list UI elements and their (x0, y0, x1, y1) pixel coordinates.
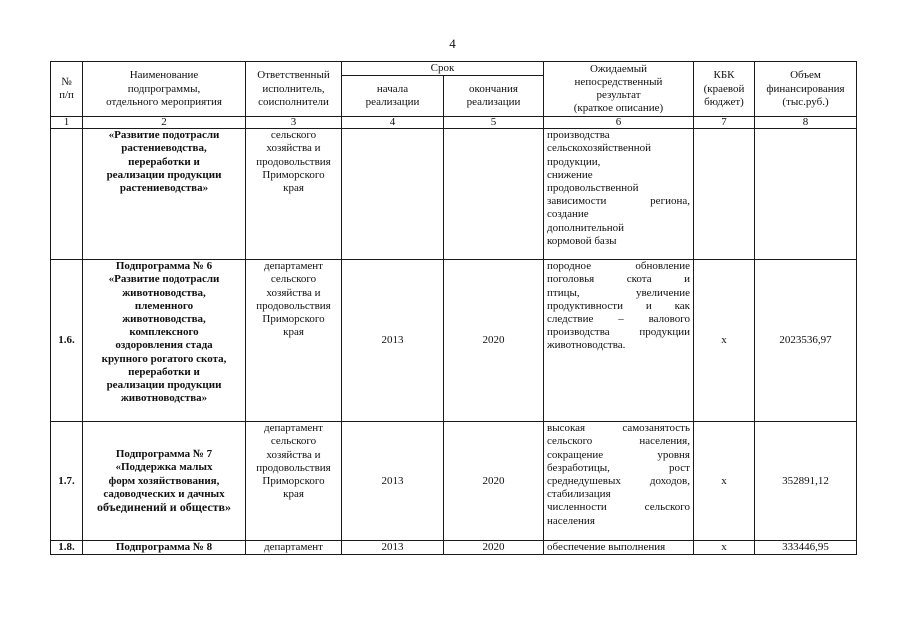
row-num (51, 129, 83, 260)
row-volume: 352891,12 (755, 422, 857, 541)
header-term: Срок (342, 62, 544, 76)
row-volume: 2023536,97 (755, 260, 857, 422)
column-number: 8 (755, 117, 857, 129)
row-num: 1.7. (51, 422, 83, 541)
page-number: 4 (449, 36, 456, 51)
header-kbk: КБК (краевой бюджет) (694, 62, 755, 117)
row-kbk: х (694, 422, 755, 541)
row-end: 2020 (444, 260, 544, 422)
row-result: высокая самозанятость сельского населения, сокращение уровня безработицы, рост среднедушевых доходов, стабилизация численности сельского населения (544, 422, 694, 541)
row-start: 2013 (342, 422, 444, 541)
row-result: обеспечение выполнения (544, 541, 694, 555)
header-name: Наименование подпрограммы, отдельного мероприятия (83, 62, 246, 117)
column-number: 1 (51, 117, 83, 129)
table-row (51, 260, 857, 422)
row-name: Подпрограмма № 7 «Поддержка малых форм хозяйствования, садоводческих и дачных объединений и обществ» (83, 422, 246, 541)
table-row (51, 129, 857, 260)
header-start: начала реализации (342, 76, 444, 117)
row-num: 1.6. (51, 260, 83, 422)
row-end (444, 129, 544, 260)
row-volume (755, 129, 857, 260)
column-number: 6 (544, 117, 694, 129)
row-name: Подпрограмма № 8 (83, 541, 246, 555)
row-volume: 333446,95 (755, 541, 857, 555)
table-row (51, 541, 857, 555)
row-start (342, 129, 444, 260)
row-start: 2013 (342, 260, 444, 422)
program-table (50, 61, 857, 555)
row-kbk: х (694, 541, 755, 555)
row-executor: департамент (246, 541, 342, 555)
column-number: 7 (694, 117, 755, 129)
table-row (51, 422, 857, 541)
row-num: 1.8. (51, 541, 83, 555)
column-number: 5 (444, 117, 544, 129)
header-executor: Ответственный исполнитель, соисполнители (246, 62, 342, 117)
header-end: окончания реализации (444, 76, 544, 117)
row-name: «Развитие подотрасли растениеводства, переработки и реализации продукции растениеводства» (83, 129, 246, 260)
row-start: 2013 (342, 541, 444, 555)
row-name: Подпрограмма № 6 «Развитие подотрасли животноводства, племенного животноводства, комплексного оздоровления стада крупного рогатого скота, переработки и реализации продукции животноводства» (83, 260, 246, 422)
row-executor: департамент сельского хозяйства и продовольствия Приморского края (246, 422, 342, 541)
row-executor: департамент сельского хозяйства и продовольствия Приморского края (246, 260, 342, 422)
header-result: Ожидаемый непосредственный результат (краткое описание) (544, 62, 694, 117)
header-row-1 (51, 62, 857, 76)
column-number-row (51, 117, 857, 129)
header-volume: Объем финансирования (тыс.руб.) (755, 62, 857, 117)
row-end: 2020 (444, 541, 544, 555)
row-kbk: х (694, 260, 755, 422)
column-number: 2 (83, 117, 246, 129)
row-result: производства сельскохозяйственной продукции, снижение продовольственной зависимости региона, создание дополнительной кормовой базы (544, 129, 694, 260)
header-num: № п/п (51, 62, 83, 117)
row-result: породное обновление поголовья скота и птицы, увеличение продуктивности и как следствие – валового производства продукции животноводства. (544, 260, 694, 422)
row-executor: сельского хозяйства и продовольствия Приморского края (246, 129, 342, 260)
column-number: 3 (246, 117, 342, 129)
row-kbk (694, 129, 755, 260)
row-end: 2020 (444, 422, 544, 541)
column-number: 4 (342, 117, 444, 129)
